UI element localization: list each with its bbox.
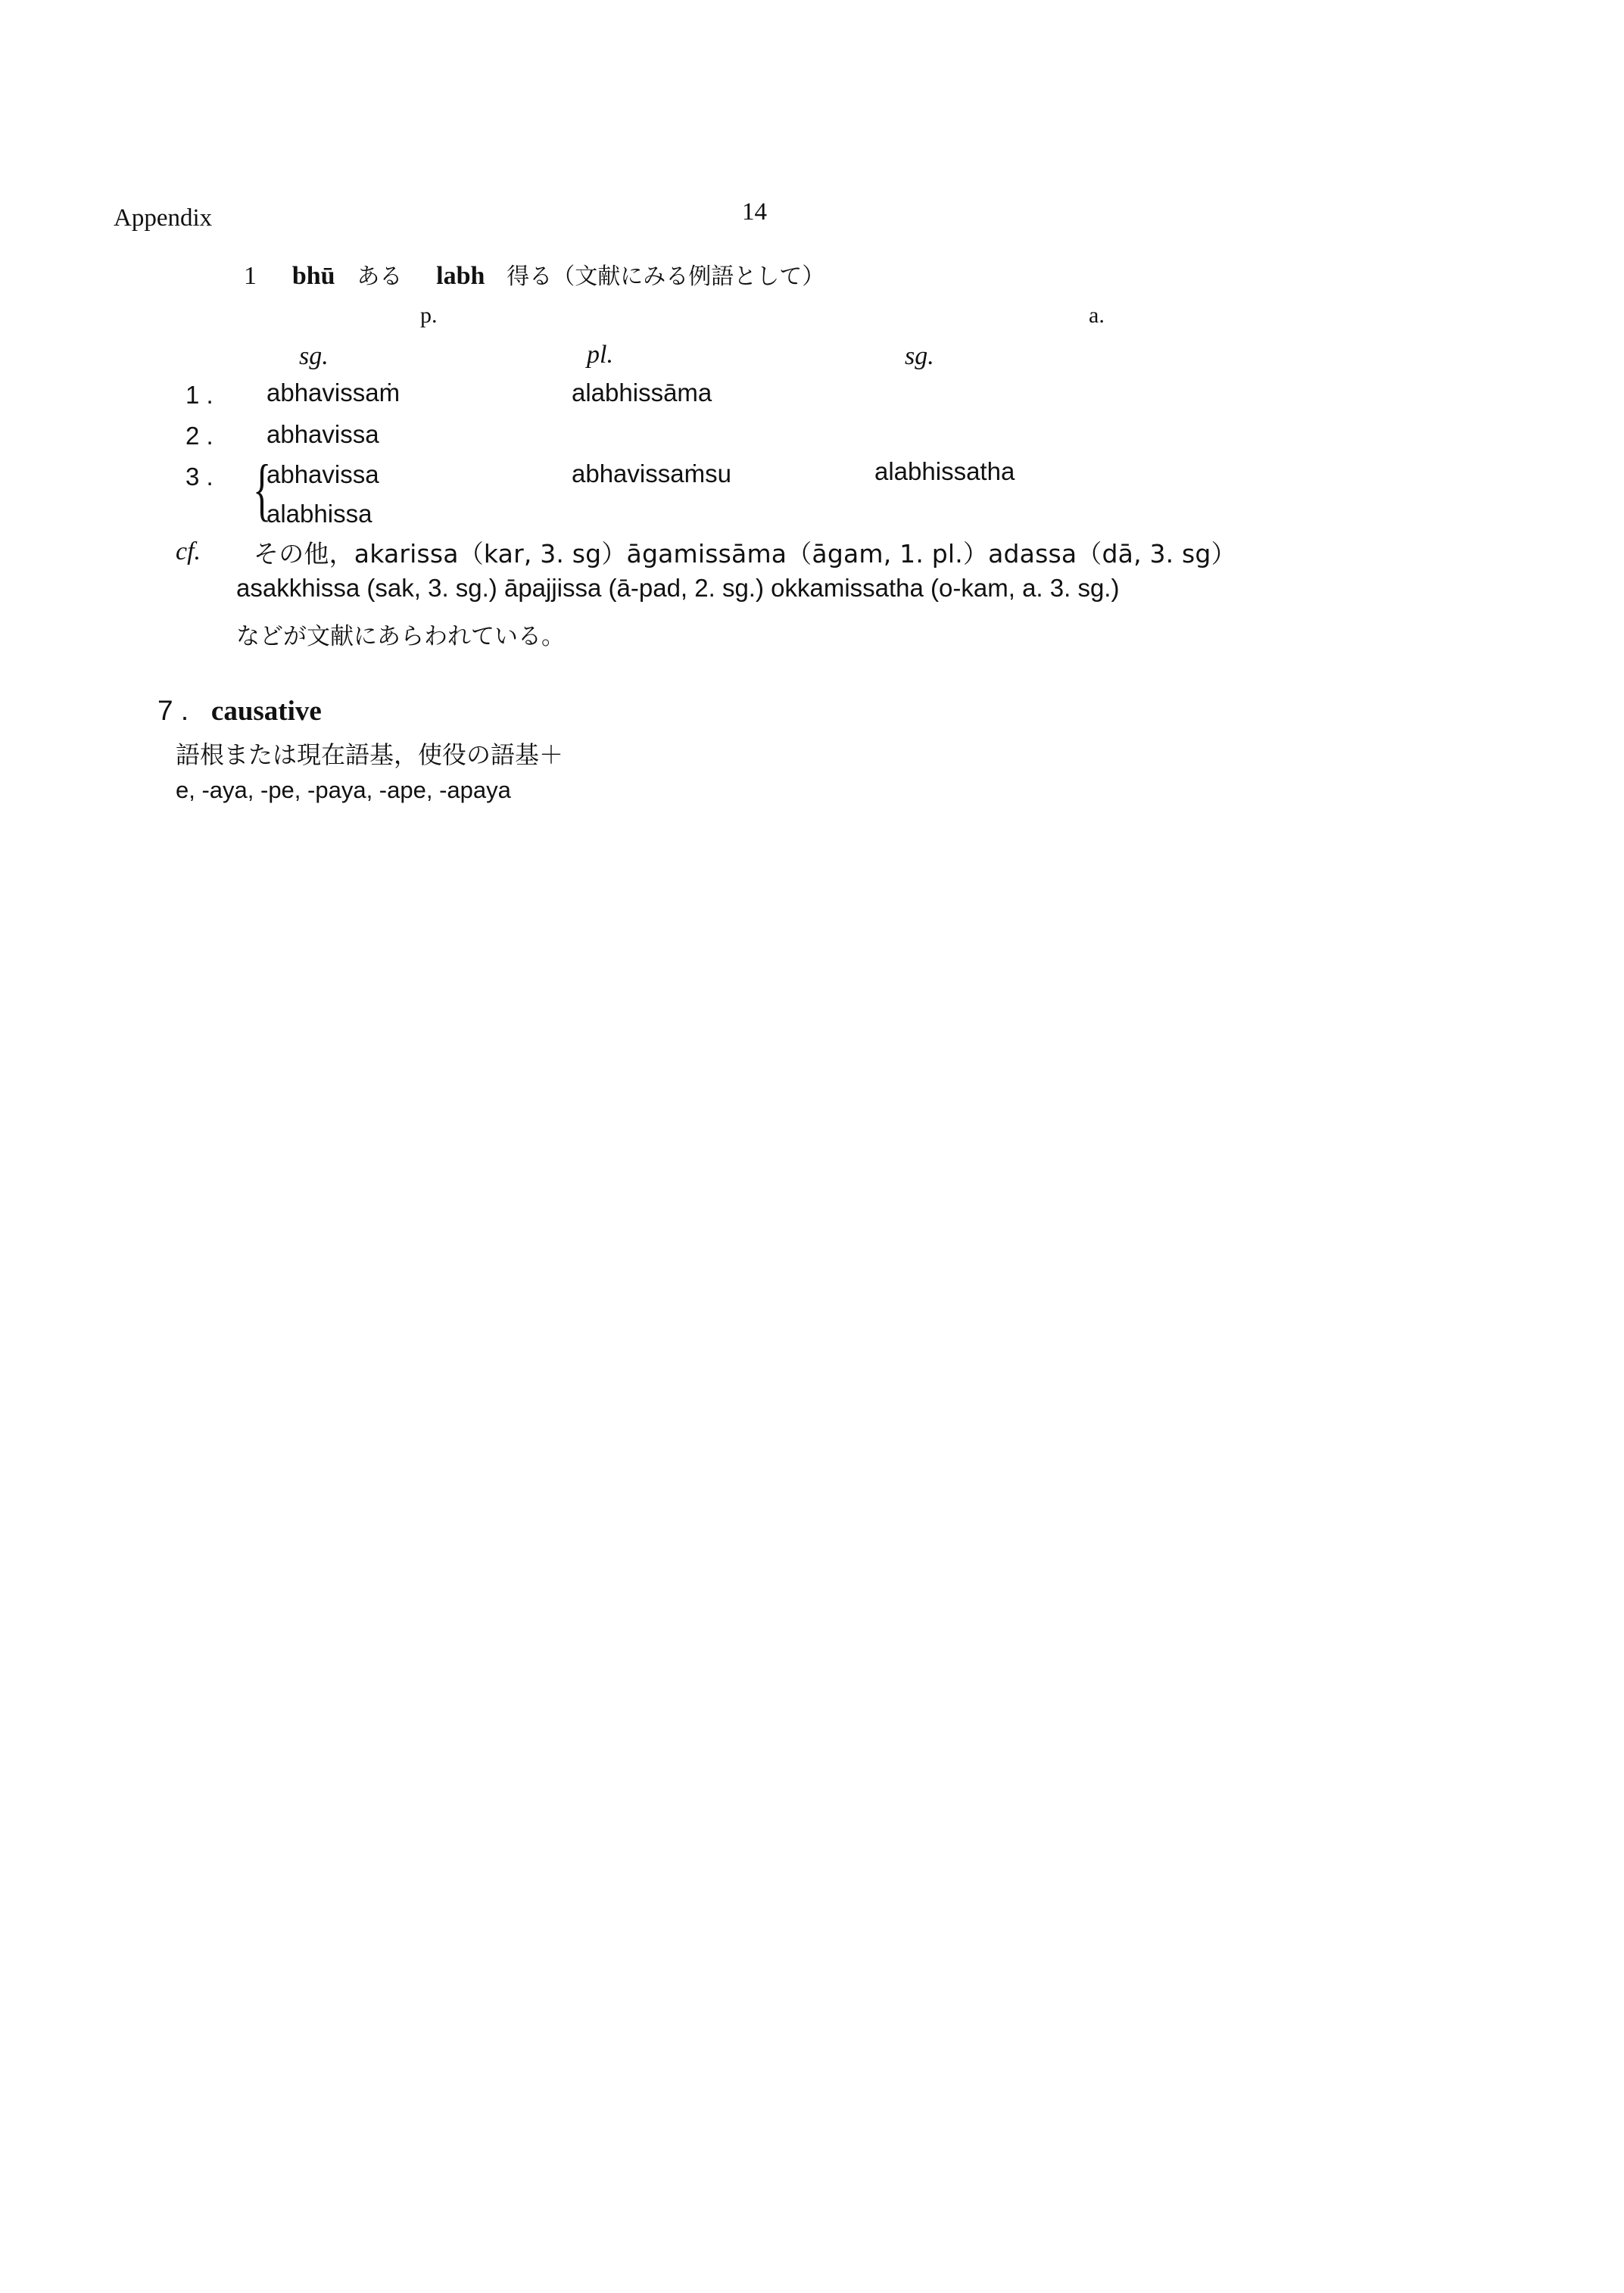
row-sg-form: abhavissa: [267, 420, 379, 448]
row-number: 3 .: [185, 463, 214, 491]
row-pl-form: alabhissāma: [572, 379, 712, 407]
cf-line-1: [254, 534, 1236, 570]
row-sg-form-alt: alabhissa: [267, 500, 372, 528]
section-line-1: 語根または現在語基，使役の語基＋: [176, 740, 564, 769]
cf-line-2: asakkhissa (sak, 3. sg.) āpajjissa (ā-pad, 2. sg.) okkamissatha (o-kam, a. 3. sg.): [236, 574, 1120, 602]
section-title: causative: [210, 696, 322, 727]
section-number: 7 .: [157, 695, 189, 726]
column-label-pl: pl.: [587, 341, 613, 369]
row-number: 1 .: [185, 381, 214, 409]
running-header-section: Appendix: [114, 204, 213, 232]
root-bhu-gloss: ある: [357, 263, 403, 290]
cf-label: cf.: [176, 537, 201, 565]
section-heading: [157, 694, 322, 727]
intro-number: 1: [244, 262, 257, 290]
root-bhu: bhū: [291, 262, 335, 290]
left-brace: {: [253, 450, 272, 528]
intro-line: [244, 257, 824, 291]
voice-label-a: a.: [1089, 303, 1105, 328]
row-sg-form: abhavissaṁ: [267, 379, 401, 407]
cf-line-1-text: その他，akarissa（kar, 3. sg）āgamissāma（āgam, 1. pl.）adassa（dā, 3. sg）: [254, 539, 1236, 569]
column-label-a-sg: sg.: [905, 342, 934, 370]
column-label-sg: sg.: [299, 342, 329, 370]
row-pl-form: abhavissaṁsu: [572, 460, 731, 488]
page-number: 14: [742, 198, 767, 226]
section-line-2: e, -aya, -pe, -paya, -ape, -apaya: [176, 777, 511, 803]
row-a-sg-form: alabhissatha: [874, 457, 1015, 485]
row-sg-form: abhavissa: [267, 460, 379, 488]
root-labh: labh: [436, 262, 485, 290]
cf-line-3: などが文献にあらわれている。: [236, 623, 565, 650]
row-number: 2 .: [185, 422, 214, 450]
voice-label-p: p.: [420, 303, 438, 328]
root-labh-gloss: 得る（文献にみる例語として）: [507, 263, 825, 290]
